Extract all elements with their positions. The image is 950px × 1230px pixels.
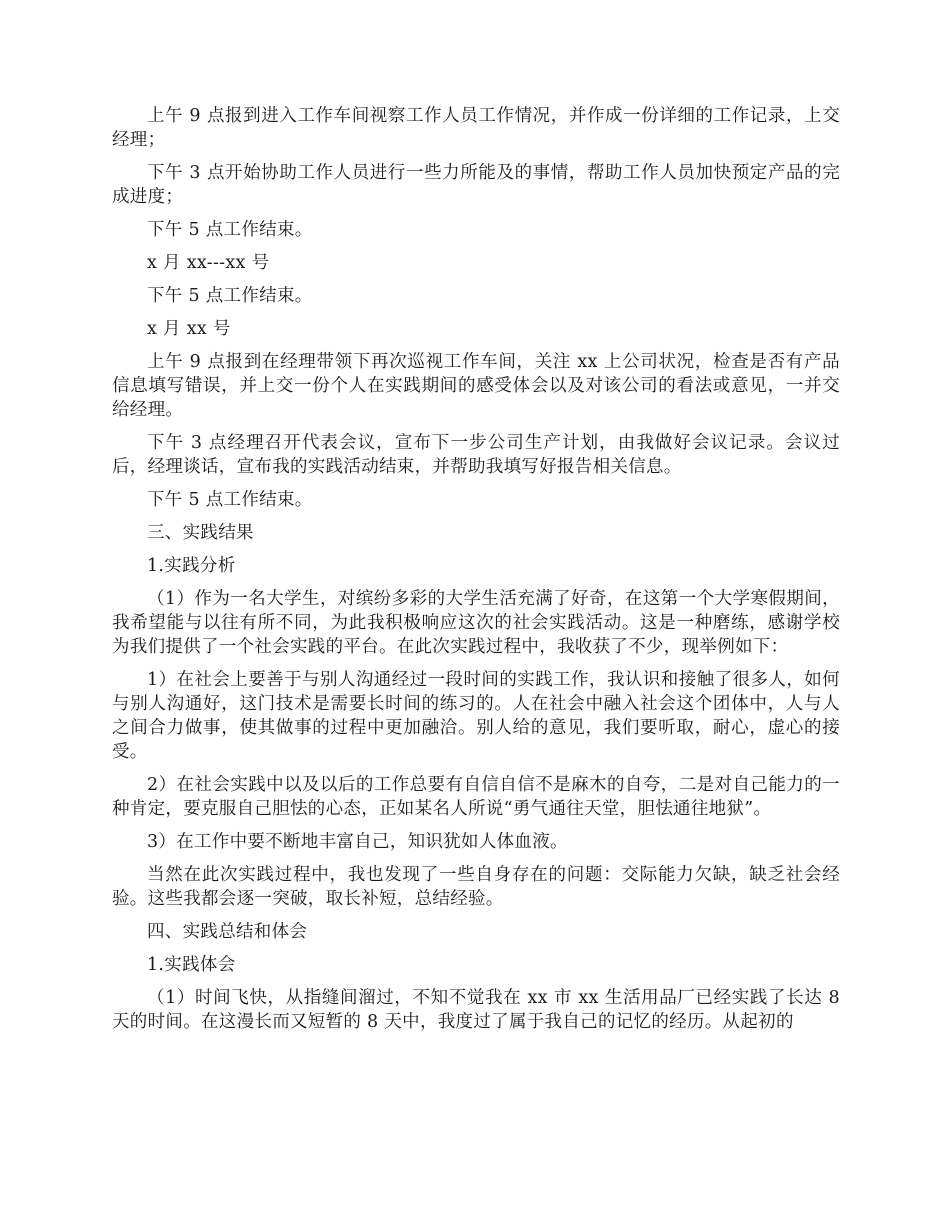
date-heading: x 月 xx 号 (147, 319, 231, 339)
paragraph: 3）在工作中要不断地丰富自己，知识犹如人体血液。 (147, 832, 568, 852)
paragraph: 下午 5 点工作结束。 (147, 286, 313, 306)
paragraph: 下午 5 点工作结束。 (147, 490, 313, 510)
paragraph: （1）时间飞快，从指缝间溜过，不知不觉我在 xx 市 xx 生活用品厂已经实践了长达 8 天的时间。在这漫长而又短暂的 8 天中，我度过了属于我自己的记忆的经历。从起初的 (112, 988, 840, 1032)
paragraph: 下午 5 点工作结束。 (147, 220, 313, 240)
paragraph: 1）在社会上要善于与别人沟通经过一段时间的实践工作，我认识和接触了很多人，如何与别人沟通好，这门技术是需要长时间的练习的。人在社会中融入社会这个团体中，人与人之间合力做事，使其做事的过程中更加融洽。别人给的意见，我们要听取，耐心，虚心的接受。 (112, 670, 840, 762)
section-heading: 三、实践结果 (147, 523, 254, 543)
paragraph: 2）在社会实践中以及以后的工作总要有自信自信不是麻木的自夸，二是对自己能力的一种肯定，要克服自己胆怯的心态，正如某名人所说“勇气通往天堂，胆怯通往地狱”。 (112, 775, 840, 819)
paragraph: （1）作为一名大学生，对缤纷多彩的大学生活充满了好奇，在这第一个大学寒假期间，我希望能与以往有所不同，为此我积极响应这次的社会实践活动。这是一种磨练，感谢学校为我们提供了一个社会实践的平台。在此次实践过程中，我收获了不少，现举例如下： (112, 589, 840, 657)
paragraph: 当然在此次实践过程中，我也发现了一些自身存在的问题：交际能力欠缺，缺乏社会经验。这些我都会逐一突破，取长补短，总结经验。 (112, 865, 840, 909)
paragraph: 上午 9 点报到进入工作车间视察工作人员工作情况，并作成一份详细的工作记录，上交经理； (112, 106, 840, 150)
paragraph: 下午 3 点经理召开代表会议，宣布下一步公司生产计划，由我做好会议记录。会议过后，经理谈话，宣布我的实践活动结束，并帮助我填写好报告相关信息。 (112, 433, 840, 477)
subsection-heading: 1.实践体会 (147, 955, 236, 975)
date-heading: x 月 xx---xx 号 (147, 253, 270, 273)
section-heading: 四、实践总结和体会 (147, 922, 308, 942)
subsection-heading: 1.实践分析 (147, 556, 236, 576)
document-page (112, 104, 840, 1043)
paragraph: 下午 3 点开始协助工作人员进行一些力所能及的事情，帮助工作人员加快预定产品的完成进度； (112, 163, 840, 207)
paragraph: 上午 9 点报到在经理带领下再次巡视工作车间，关注 xx 上公司状况，检查是否有产品信息填写错误，并上交一份个人在实践期间的感受体会以及对该公司的看法或意见，一并交给经理。 (112, 352, 840, 420)
